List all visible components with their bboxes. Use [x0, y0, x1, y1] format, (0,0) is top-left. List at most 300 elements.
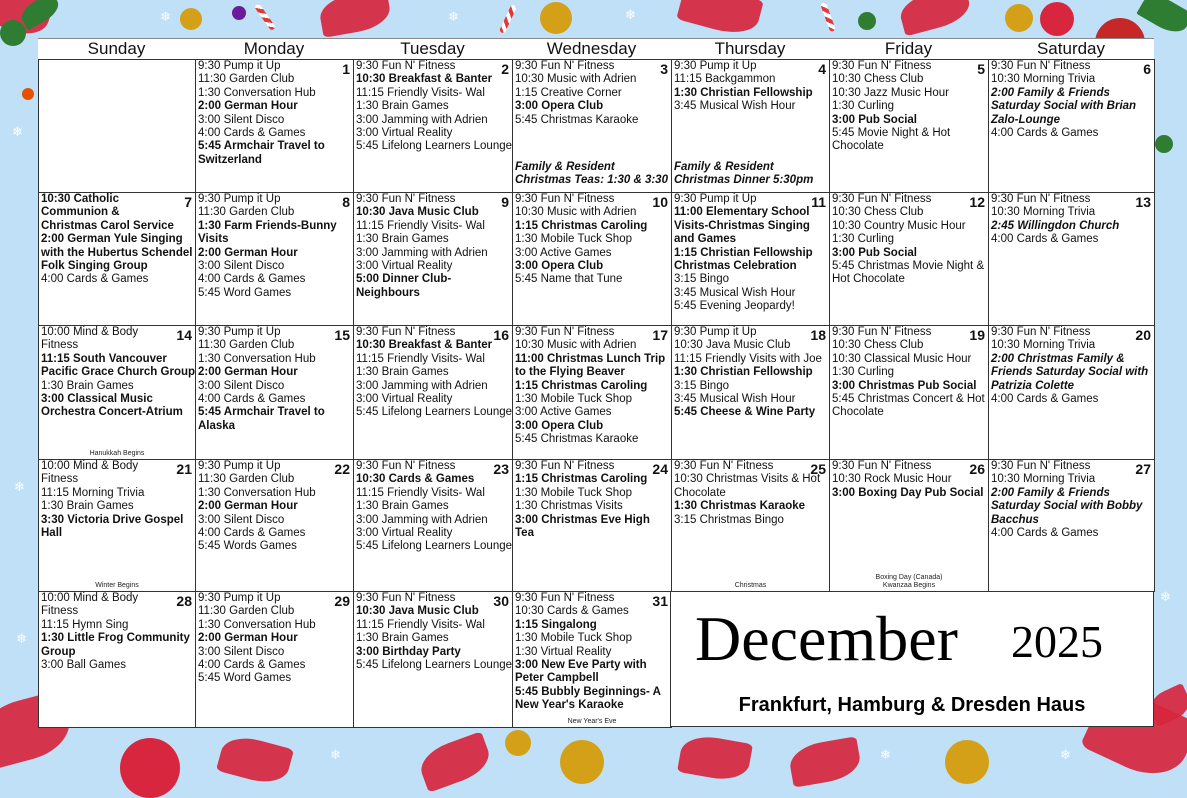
- ornament-icon: [945, 740, 989, 784]
- event-item: 9:30 Pump it Up: [674, 326, 757, 338]
- day-cell: [671, 192, 830, 326]
- event-item: 2:00 German Hour: [198, 100, 298, 113]
- event-item: 9:30 Pump it Up: [198, 193, 281, 205]
- event-item: 10:30 Morning Trivia: [991, 206, 1096, 219]
- event-item: 1:30 Mobile Tuck Shop: [515, 632, 632, 645]
- day-cell: [671, 59, 830, 193]
- event-item: 10:30 Music with Adrien: [515, 206, 637, 219]
- event-item: 11:15 Friendly Visits- Wal: [356, 618, 485, 631]
- event-item: 10:30 Morning Trivia: [991, 339, 1096, 352]
- day-cell: [195, 591, 354, 728]
- event-item: 1:30 Brain Games: [356, 500, 449, 513]
- event-list: [513, 60, 671, 127]
- ornament-icon: [858, 12, 876, 30]
- event-item: 9:30 Fun N' Fitness: [515, 592, 615, 604]
- event-item: 1:30 Conversation Hub: [198, 352, 316, 365]
- event-item: 5:45 Lifelong Learners Lounge: [356, 406, 513, 419]
- day-number: 3: [660, 61, 668, 77]
- event-item: 10:30 Music with Adrien: [515, 73, 637, 86]
- event-item: 10:30 Christmas Visits & Hot Chocolate: [674, 473, 821, 499]
- event-item: 3:00 Virtual Reality: [356, 260, 453, 273]
- weekday-header-0: Sunday: [87, 39, 146, 58]
- ornament-icon: [232, 6, 246, 20]
- event-item: 4:00 Cards & Games: [198, 127, 306, 140]
- event-item: 3:45 Musical Wish Hour: [674, 393, 796, 406]
- event-item: 3:30 Victoria Drive Gospel Hall: [41, 513, 184, 540]
- event-item: 10:30 Chess Club: [832, 206, 924, 219]
- event-item: 9:30 Fun N' Fitness: [991, 60, 1091, 72]
- candy-cane-icon: [254, 3, 276, 31]
- event-item: 1:30 Curling: [832, 100, 895, 113]
- day-cell: [829, 459, 989, 592]
- event-item: 1:30 Brain Games: [356, 100, 449, 113]
- event-item: 3:00 Christmas Eve High Tea: [515, 513, 650, 540]
- event-list: [513, 460, 671, 540]
- event-item: 5:45 Lifelong Learners Lounge: [356, 540, 513, 553]
- event-list: [513, 326, 671, 447]
- event-item: 10:30 Chess Club: [832, 339, 924, 352]
- day-cell: [195, 192, 354, 326]
- event-item: 5:45 Lifelong Learners Lounge: [356, 659, 513, 672]
- candy-cane-icon: [499, 4, 517, 34]
- event-list: [39, 460, 195, 540]
- poinsettia-icon: [317, 0, 393, 38]
- event-item: 9:30 Pump it Up: [198, 326, 281, 338]
- event-item: 2:00 German Hour: [198, 632, 298, 645]
- event-item: 3:45 Musical Wish Hour: [674, 286, 796, 299]
- event-list: [989, 326, 1154, 406]
- weekday-header-5: Friday: [884, 39, 933, 58]
- month-title: December: [695, 603, 958, 674]
- event-item: 10:30 Java Music Club: [356, 605, 479, 618]
- event-item: 2:00 Family & Friends Saturday Social with Brian Zalo-Lounge: [991, 86, 1137, 126]
- event-item: 3:00 Birthday Party: [356, 645, 461, 658]
- event-item: 2:00 German Hour: [198, 500, 298, 513]
- event-list: [513, 592, 671, 713]
- event-list: [354, 460, 512, 554]
- poinsettia-icon: [216, 732, 294, 789]
- event-item: 4:00 Cards & Games: [991, 127, 1099, 140]
- event-item: 2:00 German Hour: [198, 366, 298, 379]
- ornament-icon: [1155, 135, 1173, 153]
- day-number: 7: [184, 194, 192, 210]
- ornament-icon: [560, 740, 604, 784]
- event-item: 10:30 Classical Music Hour: [832, 352, 972, 365]
- event-item: 1:30 Christmas Visits: [515, 500, 623, 513]
- day-cell: [353, 325, 513, 460]
- day-number: 9: [501, 194, 509, 210]
- snowflake-icon: ❄: [160, 10, 171, 25]
- event-item: 11:15 Friendly Visits with Joe: [674, 352, 822, 365]
- event-item: 11:30 Garden Club: [198, 605, 295, 618]
- event-item: 11:15 Friendly Visits- Wal: [356, 352, 485, 365]
- event-list: [672, 326, 829, 420]
- poinsettia-icon: [677, 732, 753, 784]
- event-item: 1:30 Curling: [832, 233, 895, 246]
- event-item: 3:00 Active Games: [515, 246, 612, 259]
- event-item: 3:00 Silent Disco: [198, 260, 285, 273]
- event-list: [196, 326, 353, 433]
- title-panel: [670, 591, 1154, 727]
- event-item: 2:00 German Hour: [198, 246, 298, 259]
- day-number: 6: [1143, 61, 1151, 77]
- day-number: 5: [977, 61, 985, 77]
- event-item: 4:00 Cards & Games: [198, 659, 306, 672]
- event-list: [830, 60, 988, 154]
- event-item: 3:00 Jamming with Adrien: [356, 513, 488, 526]
- event-item: 9:30 Fun N' Fitness: [991, 326, 1091, 338]
- day-number: 16: [493, 327, 509, 343]
- event-item: 4:00 Cards & Games: [198, 393, 306, 406]
- snowflake-icon: ❄: [1160, 590, 1171, 605]
- event-item: 5:00 Dinner Club- Neighbours: [356, 273, 452, 299]
- event-item: 1:15 Christian Fellowship Christmas Celebration: [674, 246, 813, 273]
- day-cell: [512, 192, 672, 326]
- event-item: 9:30 Pump it Up: [198, 60, 281, 72]
- event-item: 9:30 Pump it Up: [198, 460, 281, 472]
- day-number: 23: [493, 461, 509, 477]
- event-item: 10:30 Cards & Games: [515, 605, 629, 618]
- event-item: 10:30 Breakfast & Banter: [356, 339, 493, 352]
- candy-cane-icon: [820, 2, 836, 32]
- event-item: 9:30 Fun N' Fitness: [991, 460, 1091, 472]
- event-item: 1:30 Mobile Tuck Shop: [515, 393, 632, 406]
- day-cell: [988, 325, 1155, 460]
- event-item: 5:45 Christmas Karaoke: [515, 113, 639, 126]
- day-cell: [353, 59, 513, 193]
- event-item: 1:30 Conversation Hub: [198, 86, 316, 99]
- event-item: 10:30 Java Music Club: [674, 339, 791, 352]
- event-list: [196, 592, 353, 686]
- event-item: 3:00 Virtual Reality: [356, 127, 453, 140]
- event-list: [196, 460, 353, 554]
- ornament-icon: [22, 88, 34, 100]
- event-item: 11:15 South Vancouver Pacific Grace Church Group: [41, 352, 196, 379]
- event-list: [989, 460, 1154, 540]
- day-number: 24: [652, 461, 668, 477]
- snowflake-icon: ❄: [880, 748, 891, 763]
- day-number: 2: [501, 61, 509, 77]
- event-item: 3:15 Christmas Bingo: [674, 513, 784, 526]
- event-item: 3:00 Silent Disco: [198, 645, 285, 658]
- event-item: 3:15 Bingo: [674, 273, 729, 286]
- event-item: 5:45 Name that Tune: [515, 273, 623, 286]
- event-item: 1:30 Brain Games: [41, 500, 134, 513]
- bell-icon: [505, 730, 531, 756]
- event-item: 3:00 Ball Games: [41, 659, 127, 672]
- event-item: 10:30 Chess Club: [832, 73, 924, 86]
- holiday-label: Christmas: [734, 582, 767, 589]
- event-item: 1:30 Brain Games: [356, 366, 449, 379]
- day-cell: [512, 459, 672, 592]
- event-item: 5:45 Words Games: [198, 540, 297, 553]
- facility-name: Frankfurt, Hamburg & Dresden Haus: [738, 694, 1086, 716]
- holiday-label: New Year's Eve: [567, 718, 617, 725]
- event-item: 3:00 Opera Club: [515, 260, 604, 273]
- event-item: 10:30 Country Music Hour: [832, 219, 966, 232]
- event-item: 9:30 Fun N' Fitness: [515, 60, 615, 72]
- day-number: 13: [1135, 194, 1151, 210]
- ornament-icon: [120, 738, 180, 798]
- ornament-icon: [540, 2, 572, 34]
- weekday-header-2: Tuesday: [400, 39, 465, 58]
- event-item: 1:30 Christmas Karaoke: [674, 500, 806, 513]
- event-item: 10:30 Java Music Club: [356, 206, 479, 219]
- poinsettia-icon: [897, 0, 974, 36]
- empty-day-cell: [38, 59, 196, 193]
- event-item: 10:00 Mind & Body Fitness: [41, 326, 139, 352]
- day-cell: [353, 192, 513, 326]
- event-item: 1:15 Singalong: [515, 618, 597, 631]
- event-item: 9:30 Pump it Up: [674, 193, 757, 205]
- weekday-header-row: [38, 39, 1154, 59]
- poinsettia-icon: [787, 736, 863, 788]
- event-item: 9:30 Fun N' Fitness: [356, 326, 456, 338]
- event-list: [39, 193, 195, 287]
- event-item: 9:30 Fun N' Fitness: [515, 326, 615, 338]
- event-item: 9:30 Fun N' Fitness: [356, 60, 456, 72]
- day-number: 30: [493, 593, 509, 609]
- day-number: 21: [176, 461, 192, 477]
- holly-icon: [1136, 0, 1187, 39]
- event-item: 5:45 Evening Jeopardy!: [674, 300, 795, 313]
- event-item: 9:30 Fun N' Fitness: [832, 460, 932, 472]
- weekday-header-1: Monday: [243, 39, 305, 58]
- day-number: 12: [969, 194, 985, 210]
- event-item: 1:15 Christmas Caroling: [515, 473, 648, 486]
- day-cell: [988, 192, 1155, 326]
- event-list: [672, 60, 829, 114]
- event-item: 9:30 Fun N' Fitness: [515, 193, 615, 205]
- event-item: 3:00 Silent Disco: [198, 379, 285, 392]
- event-list: [830, 326, 988, 420]
- bell-icon: [1005, 4, 1033, 32]
- event-item: 3:00 Silent Disco: [198, 513, 285, 526]
- event-item: 11:15 Morning Trivia: [41, 486, 145, 499]
- event-item: 1:15 Creative Corner: [515, 86, 622, 99]
- day-cell: [988, 59, 1155, 193]
- event-item: 10:30 Music with Adrien: [515, 339, 637, 352]
- day-number: 31: [652, 593, 668, 609]
- event-item: 10:30 Jazz Music Hour: [832, 86, 949, 99]
- day-number: 20: [1135, 327, 1151, 343]
- event-item: 5:45 Lifelong Learners Lounge: [356, 140, 513, 153]
- event-item: 9:30 Fun N' Fitness: [356, 193, 456, 205]
- monthly-calendar: [38, 38, 1154, 727]
- event-list: [830, 193, 988, 287]
- event-list: [196, 60, 353, 167]
- event-item: 3:00 Pub Social: [832, 246, 918, 259]
- event-item: 9:30 Pump it Up: [674, 60, 757, 72]
- event-item: 3:15 Bingo: [674, 379, 729, 392]
- poinsettia-icon: [415, 731, 494, 793]
- event-list: [39, 326, 195, 420]
- event-item: 2:00 Family & Friends Saturday Social with Bobby Bacchus: [991, 486, 1143, 526]
- event-item: 9:30 Fun N' Fitness: [832, 326, 932, 338]
- event-item: 4:00 Cards & Games: [41, 273, 149, 286]
- day-number: 18: [810, 327, 826, 343]
- event-item: 1:30 Little Frog Community Group: [41, 632, 190, 658]
- event-item: 4:00 Cards & Games: [198, 273, 306, 286]
- event-item: 9:30 Fun N' Fitness: [832, 60, 932, 72]
- event-item: 4:00 Cards & Games: [198, 527, 306, 540]
- event-item: 11:00 Elementary School Visits-Christmas Singing and Games: [674, 206, 810, 246]
- day-cell: [195, 325, 354, 460]
- event-item: 10:30 Morning Trivia: [991, 73, 1096, 86]
- day-number: 28: [176, 593, 192, 609]
- event-item: 1:30 Conversation Hub: [198, 486, 316, 499]
- event-list: [196, 193, 353, 300]
- day-cell: [353, 459, 513, 592]
- event-item: 9:30 Fun N' Fitness: [356, 460, 456, 472]
- event-list: [354, 326, 512, 420]
- event-item: 9:30 Fun N' Fitness: [356, 592, 456, 604]
- day-cell: [671, 459, 830, 592]
- event-list: [989, 60, 1154, 140]
- event-item: 2:00 German Yule Singing with the Hubertus Schendel Folk Singing Group: [41, 233, 193, 273]
- holiday-label: Hanukkah Begins: [89, 450, 145, 457]
- snowflake-icon: ❄: [14, 480, 25, 495]
- day-cell: [988, 459, 1155, 592]
- event-list: [354, 592, 512, 672]
- day-cell: [195, 459, 354, 592]
- event-item: 1:30 Farm Friends-Bunny Visits: [198, 219, 337, 246]
- day-number: 22: [334, 461, 350, 477]
- event-item: 5:45 Word Games: [198, 672, 292, 685]
- day-number: 25: [810, 461, 826, 477]
- event-item: 10:00 Mind & Body Fitness: [41, 460, 139, 486]
- day-number: 4: [818, 61, 826, 77]
- special-event-note: Family & Resident Christmas Teas: 1:30 & 3:30: [515, 161, 668, 187]
- event-item: 1:15 Christmas Caroling: [515, 379, 648, 392]
- day-number: 26: [969, 461, 985, 477]
- event-item: 9:30 Fun N' Fitness: [832, 193, 932, 205]
- event-item: 5:45 Cheese & Wine Party: [674, 406, 816, 419]
- event-item: 11:30 Garden Club: [198, 339, 295, 352]
- day-cell: [353, 591, 513, 728]
- event-list: [513, 193, 671, 287]
- event-list: [830, 460, 988, 500]
- event-item: 3:00 Active Games: [515, 406, 612, 419]
- event-item: 3:00 Jamming with Adrien: [356, 113, 488, 126]
- event-item: 10:30 Morning Trivia: [991, 473, 1096, 486]
- day-number: 1: [342, 61, 350, 77]
- event-item: 2:00 Christmas Family & Friends Saturday Social with Patrizia Colette: [991, 352, 1149, 392]
- event-list: [354, 193, 512, 300]
- day-number: 8: [342, 194, 350, 210]
- poinsettia-icon: [676, 0, 764, 40]
- event-item: 3:00 Virtual Reality: [356, 393, 453, 406]
- event-item: 9:30 Pump it Up: [198, 592, 281, 604]
- event-item: 1:30 Virtual Reality: [515, 645, 612, 658]
- ornament-icon: [0, 20, 26, 46]
- snowflake-icon: ❄: [330, 748, 341, 763]
- day-number: 11: [811, 194, 826, 210]
- event-item: 11:00 Christmas Lunch Trip to the Flying Beaver: [515, 352, 666, 379]
- event-item: 5:45 Armchair Travel to Switzerland: [198, 140, 325, 166]
- event-item: 9:30 Fun N' Fitness: [674, 460, 774, 472]
- day-cell: [38, 192, 196, 326]
- day-number: 19: [969, 327, 985, 343]
- event-item: 5:45 Christmas Concert & Hot Chocolate: [832, 393, 985, 419]
- event-item: 5:45 Movie Night & Hot Chocolate: [832, 127, 951, 153]
- event-item: 1:30 Brain Games: [356, 233, 449, 246]
- event-item: 3:00 Opera Club: [515, 419, 604, 432]
- event-item: 4:00 Cards & Games: [991, 393, 1099, 406]
- day-number: 15: [334, 327, 350, 343]
- day-cell: [512, 325, 672, 460]
- event-list: [989, 193, 1154, 247]
- event-item: 9:30 Fun N' Fitness: [991, 193, 1091, 205]
- day-cell: [512, 59, 672, 193]
- event-item: 10:00 Mind & Body Fitness: [41, 592, 139, 618]
- event-item: 1:30 Curling: [832, 366, 895, 379]
- snowflake-icon: ❄: [12, 125, 23, 140]
- snowflake-icon: ❄: [625, 8, 636, 23]
- day-cell: [38, 459, 196, 592]
- snowflake-icon: ❄: [16, 632, 27, 647]
- day-number: 29: [334, 593, 350, 609]
- event-item: 11:15 Friendly Visits- Wal: [356, 219, 485, 232]
- event-item: 1:30 Brain Games: [356, 632, 449, 645]
- event-list: [354, 60, 512, 154]
- year-title: 2025: [1011, 616, 1103, 667]
- event-item: 9:30 Fun N' Fitness: [515, 460, 615, 472]
- event-item: 1:30 Conversation Hub: [198, 618, 316, 631]
- event-list: [672, 193, 829, 314]
- snowflake-icon: ❄: [448, 10, 459, 25]
- event-item: 10:30 Catholic Communion & Christmas Carol Service: [41, 193, 174, 232]
- ornament-icon: [1040, 2, 1074, 36]
- event-item: 4:00 Cards & Games: [991, 527, 1099, 540]
- event-item: 3:00 Opera Club: [515, 100, 604, 113]
- event-item: 3:00 New Eve Party with Peter Campbell: [515, 659, 647, 685]
- event-item: 3:00 Jamming with Adrien: [356, 246, 488, 259]
- day-cell: [38, 591, 196, 728]
- event-item: 5:45 Christmas Karaoke: [515, 433, 639, 446]
- event-item: 3:00 Jamming with Adrien: [356, 379, 488, 392]
- day-cell: [38, 325, 196, 460]
- weekday-header-6: Saturday: [1036, 39, 1106, 58]
- event-item: 3:00 Virtual Reality: [356, 527, 453, 540]
- event-item: 11:30 Garden Club: [198, 73, 295, 86]
- day-number: 14: [176, 327, 192, 343]
- event-item: 10:30 Rock Music Hour: [832, 473, 952, 486]
- event-item: 4:00 Cards & Games: [991, 233, 1099, 246]
- event-item: 10:30 Breakfast & Banter: [356, 73, 493, 86]
- event-item: 3:00 Silent Disco: [198, 113, 285, 126]
- event-item: 3:45 Musical Wish Hour: [674, 100, 796, 113]
- event-item: 1:30 Mobile Tuck Shop: [515, 486, 632, 499]
- event-item: 5:45 Armchair Travel to Alaska: [198, 406, 325, 432]
- event-item: 1:15 Christmas Caroling: [515, 219, 648, 232]
- event-item: 10:30 Cards & Games: [356, 473, 475, 486]
- snowflake-icon: ❄: [1060, 748, 1071, 763]
- event-item: 1:30 Christian Fellowship: [674, 366, 813, 379]
- weekday-header-3: Wednesday: [546, 39, 637, 58]
- day-cell: [512, 591, 672, 728]
- day-cell: [671, 325, 830, 460]
- event-item: 1:30 Brain Games: [41, 379, 134, 392]
- day-cell: [829, 59, 989, 193]
- event-item: 11:30 Garden Club: [198, 473, 295, 486]
- day-cell: [829, 192, 989, 326]
- day-number: 27: [1135, 461, 1151, 477]
- event-item: 3:00 Christmas Pub Social: [832, 379, 977, 392]
- event-item: 3:00 Pub Social: [832, 113, 918, 126]
- event-item: 11:30 Garden Club: [198, 206, 295, 219]
- event-item: 1:30 Christian Fellowship: [674, 86, 813, 99]
